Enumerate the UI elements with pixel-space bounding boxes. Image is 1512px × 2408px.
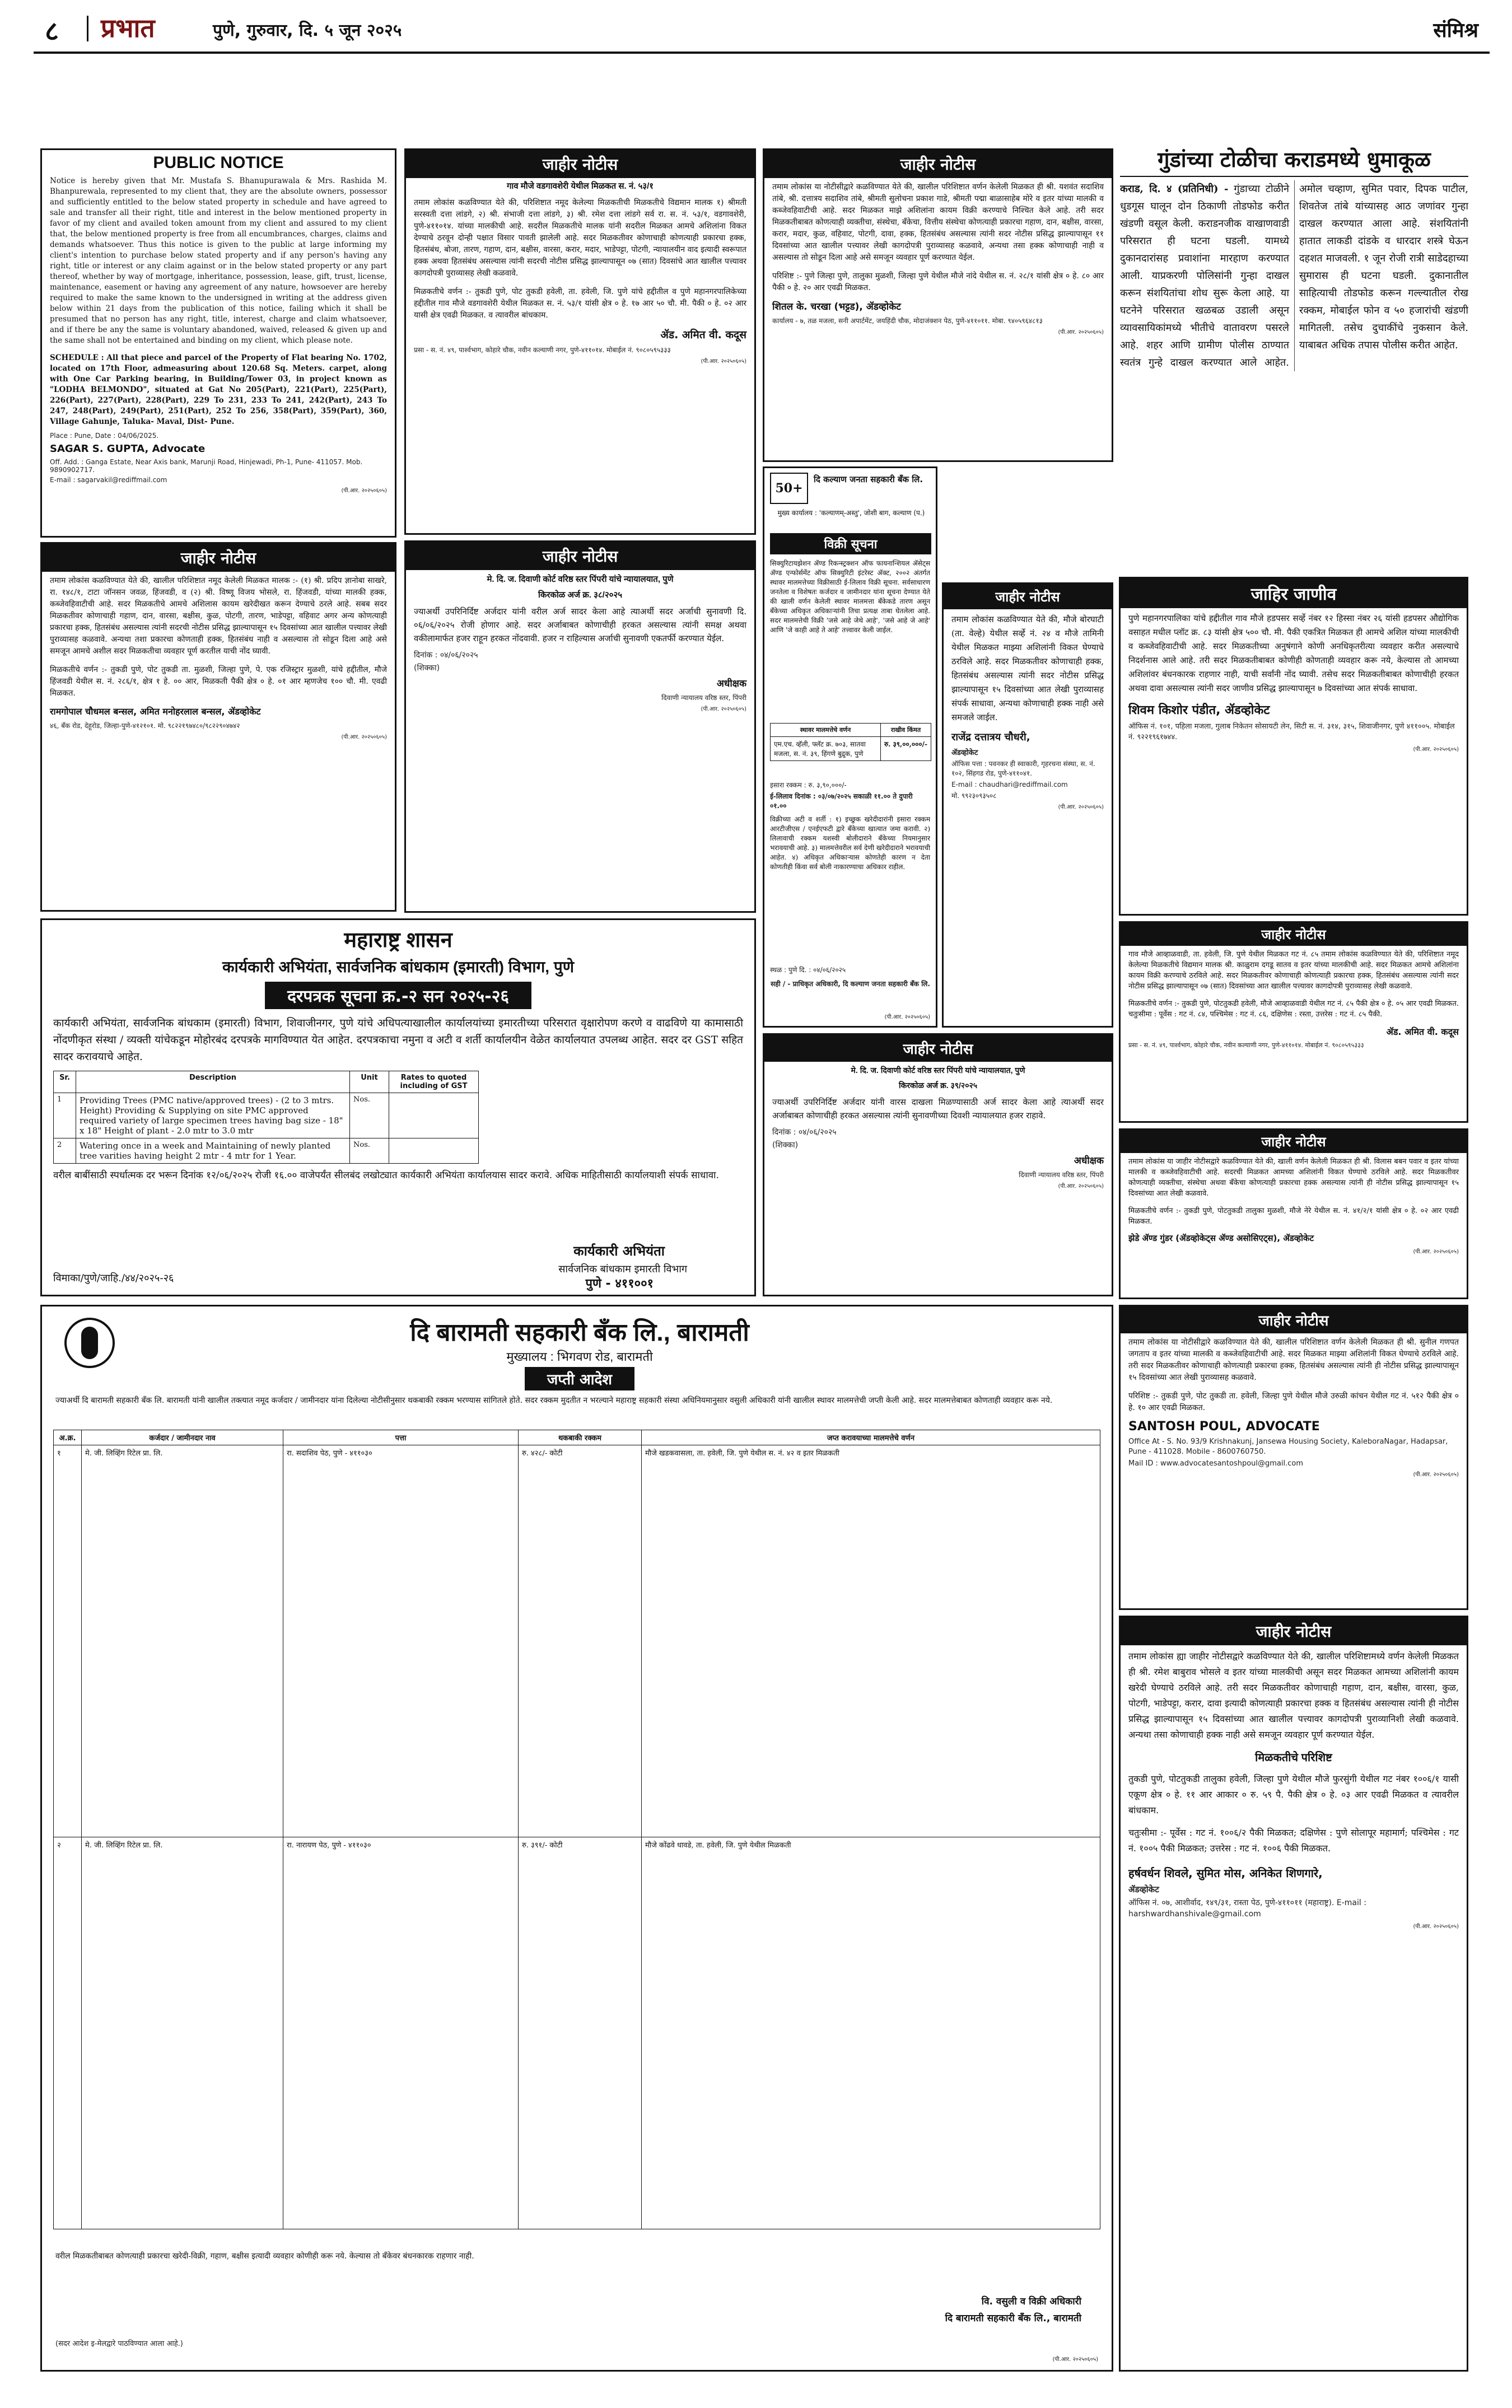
notice-body: तमाम लोकांस या नोटीसीद्वारे कळविण्यात येते की, खालील परिशिष्टात वर्णन केलेली मिळकत ही श्री. यशवंत सदाशिव तांबे, श्री. दत्तात्रय सदाशिव तांबे, श्रीमती सुलोचना प्रकाश गाडे, श्रीमती पद्मा बाळासाहेब मोरे व इतर यांच्या मालकी व कब्जेवहिवाटीची आहे. सदर मिळकत माझे अशिलांना कायम विक्री करण्याचे निश्चित केले आहे. तरी सदर मिळकतीबाबत कोणत्याही व्यक्तीचा, संस्थेचा, बँकेचा, वित्तीय संस्थेचा कोणत्याही प्रकारचा गहाण, दान, बक्षीस, वारसा, करार, मदार, कुळ, वहिवाट, पोटगी, दावा, हक्क, हितसंबंध असल्यास त्यांनी सदर नोटीस प्रसिद्ध झाल्यापासून ११ दिवसांच्या आत खालील पत्त्यावर लेखी कागदोपत्री पुराव्यासह कळवावे, अन्यथा तसा हक्क कोणाचाही नाही व असल्यास तो सोडून दिला आहे असे समजून व्यवहार पूर्ण करण्यात येईल. — [772, 183, 1104, 262]
notice-signatory: शितल के. चरखा (भट्टड), ॲडव्होकेट — [772, 301, 901, 312]
notice-address: Office At - S. No. 93/9 Krishnakunj, Jansewa Housing Society, KaleboraNagar, Hadapsar, Pune - 411028. Mobile - 8600760750. — [1128, 1438, 1448, 1456]
notice-title: जाहीर नोटीस — [42, 544, 395, 572]
notice-signatory: SANTOSH POUL, ADVOCATE — [1128, 1420, 1320, 1434]
notice-email: E-mail : chaudhari@rediffmail.com — [951, 781, 1068, 788]
court-name: मे. दि. ज. दिवाणी कोर्ट वरिष्ठ स्तर पिंपरी यांचे न्यायालयात, पुणे — [487, 575, 674, 584]
sale-code: (पी.आर. २०२५०६०५) — [884, 1014, 930, 1020]
notice-signatory: राजेंद्र दत्तात्रय चौधरी, — [951, 731, 1030, 743]
notice-title: जाहीर नोटीस — [764, 150, 1112, 178]
notice-code: (पी.आर. २०२५०६०५) — [1413, 1472, 1459, 1478]
attachment-table-wrap — [53, 1430, 1100, 2229]
tender-signatory: कार्यकारी अभियंता — [573, 1243, 665, 1259]
att-th-address: पत्ता — [283, 1430, 519, 1445]
notice-code: (पी.आर. २०२५०६०५) — [1413, 1924, 1459, 1930]
notice-code: (पी.आर. २०२५०६०५) — [701, 706, 746, 712]
notice-signatory: ॲड. अमित वी. कदूस — [1386, 1026, 1459, 1037]
janiv-code: (पी.आर. २०२५०६०५) — [1413, 746, 1459, 753]
notice-col2-mid — [404, 540, 756, 913]
bank-hq: मुख्यालय : भिगवण रोड, बारामती — [506, 1350, 653, 1364]
public-notice-email: E-mail : sagarvakil@rediffmail.com — [50, 476, 167, 484]
notice-address: ऑफिस नं. ०७, आशीर्वाद, १४९/३१, रास्ता पेठ, पुणे-४११०११ (महाराष्ट्र). E-mail : harshwardhanshivale@gmail.com — [1128, 1898, 1366, 1919]
sale-auction-date: ई-लिलाव दिनांक : ०३/०७/२०२५ सकाळी ११.०० ते दुपारी ०१.०० — [770, 792, 913, 810]
tender-desc: Providing Trees (PMC native/approved trees) - (2 to 3 mtrs. Height) Providing & Supplying on site PMC approved required variety of large specimen trees having bag size - 18" x 18" Height of plant - 2.0 mtr to 3.0 mtr — [76, 1093, 350, 1138]
tender-footer: वरील बाबींसाठी स्पर्धात्मक दर भरून दिनांक १२/०६/२०२५ रोजी १६.०० वाजेपर्यंत सीलबंद लखोट्यात कार्यकारी अभियंता कार्यालयास सादर करावे. अधिक माहितीसाठी कार्यालयाशी संपर्क साधावा. — [53, 1170, 719, 1181]
janiv-signatory: शिवम किशोर पंडीत, ॲडव्होकेट — [1128, 703, 1270, 717]
notice-schedule: मिळकतीचे वर्णन :- तुकडी पुणे, पोट तुकडी हवेली, ता. हवेली, जि. पुणे यांचे हद्दीतील व पुणे महानगरपालिकेच्या हद्दीतील गाव मौजे वडगावशेरी येथील मिळकत स. नं. ५३/१ यांसी क्षेत्र ० हे. १७ आर ५० चौ. मी. पैकी ० हे. ०२ आर यासी क्षेत्र एवढी मिळकत. व त्यावरील बांधकाम. — [414, 287, 746, 320]
notice-title: जाहीर नोटीस — [406, 542, 754, 570]
notice-col4-mid — [1119, 1305, 1468, 1610]
att-th-property: जप्त करावयाच्या मालमत्तेचे वर्णन — [642, 1430, 1100, 1445]
maharashtra-tender — [40, 918, 756, 1296]
sale-table-header-price: राखीव किंमत — [881, 724, 931, 737]
attachment-title-wrap — [126, 1367, 1033, 1390]
sale-property: एम.एच. व्हॅली, फ्लॅट क्र. ७०३, सातवा मजला, स. नं. ३९, हिंगणे बुद्रुक, पुणे — [771, 737, 881, 761]
public-notice-schedule: SCHEDULE : All that piece and parcel of the Property of Flat bearing No. 1702, located on 17th Floor, admeasuring about 120.68 Sq. Meters. carpet, along with One Car Parking bearing, in Building/Tower 03, in project known as "LODHA BELMONDO", situated at Gat No 205(Part), 221(Part), 225(Part), 226(Part), 227(Part), 228(Part), 229 To 231, 233 To 241, 242(Part), 243 To 247, 248(Part), 249(Part), 251(Part), 252 To 256, 358(Part), 359(Part), 360, Village Gahunje, Taluka- Maval, Dist- Pune. — [50, 353, 387, 426]
notice-role: ॲडव्होकेट — [1128, 1884, 1159, 1894]
notice-signatory: अधीक्षक — [716, 678, 746, 689]
notice-schedule: तुकडी पुणे, पोटतुकडी तालुका हवेली, जिल्हा पुणे येथील मौजे फुरसुंगी येथील गट नंबर १००६/१ यासी एकूण क्षेत्र ० हे. ११ आर आकार ० रु. ५९ पै. पैकी क्षेत्र ० हे. ०३ आर एवढी मिळकत व त्यावरील बांधकाम. — [1128, 1774, 1459, 1816]
notice-subtitle: गाव मौजे वडगावशेरी येथील मिळकत स. नं. ५३/१ — [506, 181, 654, 191]
att-no: २ — [54, 1837, 82, 2229]
notice-title: जाहीर नोटीस — [764, 1035, 1112, 1062]
attachment-intro: ज्याअर्थी दि बारामती सहकारी बँक लि. बारामती यांनी खालील तक्त्यात नमूद कर्जदार / जामीनदार यांना दिलेल्या नोटीसीनुसार थकबाकी रक्कम भरण्यास सांगितले होते. सदर रक्कम मुदतीत न भरल्याने महाराष्ट्र सहकारी संस्था अधिनियमानुसार वसुली अधिकारी यांनी खालील स्थावर मालमत्तेची जप्ती केली आहे. सदर मालमत्तेबाबत कोणताही व्यवहार करू नये. — [55, 1396, 1053, 1405]
sale-signatory: सही / - प्राधिकृत अधिकारी, दि कल्याण जनता सहकारी बँक लि. — [771, 980, 930, 988]
masthead — [34, 10, 1490, 49]
sale-terms: विक्रीच्या अटी व शर्ती : १) इच्छुक खरेदीदारांनी इसारा रक्कम आरटीजीएस / एनईएफटी द्वारे बँकेच्या खात्यात जमा करावी. २) लिलावाची रक्कम यशस्वी बोलीदाराने बँकेच्या नियमानुसार भरावयाची आहे. ३) मालमत्तेवरील सर्व देणी खरेदीदाराने भरावयाची आहेत. ४) अधिकृत अधिकाऱ्यास कोणतेही कारण न देता कोणतीही किंवा सर्व बोली नाकारण्याचा अधिकार राहील. — [770, 815, 930, 871]
notice-body: तमाम लोकांस कळविण्यात येते की, मौजे बोरघाटी (ता. वेल्हे) येथील सर्व्हे नं. २४ व मौजे तामिनी येथील मिळकत माझ्या अशिलांनी विकत घेण्याचे ठरविले आहे. सदर मिळकतीवर कोणाचाही हक्क, हितसंबंध असल्यास त्यांनी सदर नोटीस प्रसिद्ध झाल्यापासून १५ दिवसांच्या आत लेखी पुराव्यासह संपर्क साधावा, अन्यथा कोणाचाही हक्क नाही असे समजले जाईल. — [951, 614, 1104, 722]
public-notice-title: PUBLIC NOTICE — [153, 153, 284, 172]
bank-sale-notice — [763, 466, 937, 1028]
notice-col3-top — [763, 148, 1113, 462]
notice-col4-lower — [1119, 1616, 1468, 2372]
notice-code: (पी.आर. २०२५०६०५) — [701, 358, 746, 365]
att-amount: रु. ३९१/- कोटी — [519, 1837, 642, 2229]
notice-address: प्रसा - स. नं. ४९, पार्श्वभाग, कोहारे चौक, नवीन कल्याणी नगर, पुणे-४११०१४. मोबाईल नं. ९०८०५९५३३३ — [1128, 1042, 1364, 1049]
notice-signatory: अधीक्षक — [1074, 1155, 1104, 1166]
sale-table — [770, 723, 931, 761]
notice-schedule: मिळकतीचे वर्णन :- तुकडी पुणे, पोटतुकडी तालुका मुळशी, मौजे नेरे येथील स. नं. ४१/२/१ यांसी क्षेत्र ० हे. ०२ आर एवढी मिळकत. — [1128, 1207, 1459, 1226]
att-amount: रु. ४२८/- कोटी — [519, 1445, 642, 1837]
notice-title: जाहीर नोटीस — [1121, 923, 1467, 946]
section-name: संमिश्र — [1433, 19, 1478, 42]
att-th-amount: थकबाकी रक्कम — [519, 1430, 642, 1445]
notice-col4-r2 — [1119, 921, 1468, 1123]
att-name: मे. जी. लिव्हिंग रिटेल प्रा. लि. — [82, 1445, 283, 1837]
notice-signatory: ॲड. अमित वी. कदूस — [660, 329, 746, 341]
sale-emd: इसारा रक्कम : रु. ३,९०,०००/- — [770, 781, 847, 789]
notice-body: तमाम लोकांस या नोटीसीद्वारे कळविण्यात येते की, खालील परिशिष्टात वर्णन केलेली मिळकत ही श्री. सुनील गणपत जगताप व इतर यांच्या मालकी व कब्जेवहिवाटीची आहे. सदर मिळकत माझ्या अशिलांनी विकत घेण्याचे ठरविले आहे. तरी सदर मिळकतीवर कोणाचाही कोणत्याही प्रकारचा हक्क, हितसंबंध असल्यास त्यांनी ही नोटीस प्रसिद्ध झाल्यापासून १५ दिवसांच्या आत लेखी पुराव्यासह कळवावे. — [1128, 1338, 1459, 1382]
notice-schedule: मिळकतीचे वर्णन :- तुकडी पुणे, पोटतुकडी हवेली, मौजे आव्हाळवाडी येथील गट नं. ८५ पैकी क्षेत्र ० हे. ०५ आर एवढी मिळकत. चतुःसीमा : पूर्वेस : गट नं. ८४, पश्चिमेस : गट नं. ८६, दक्षिणेस : रस्ता, उत्तरेस : गट नं. ८५ पैकी. — [1128, 1000, 1459, 1019]
att-property: मौजे खडकवासला, ता. हवेली, जि. पुणे येथील स. नं. ४२ व इतर मिळकती — [642, 1445, 1100, 1837]
masthead-divider — [87, 16, 88, 41]
tender-th-rate: Rates to quoted including of GST — [389, 1071, 479, 1093]
janiv-notice — [1119, 577, 1468, 916]
news-dateline: कराड, दि. ४ (प्रतिनिधी) - — [1120, 183, 1229, 195]
bank-name: दि बारामती सहकारी बँक लि., बारामती — [410, 1319, 749, 1346]
masthead-rule — [34, 52, 1490, 54]
notice-seal: (शिक्का) — [414, 664, 440, 673]
notice-date: दिनांक : ०४/०६/२०२५ — [772, 1128, 837, 1137]
sale-reserve-price: रु. ३९,००,०००/- — [881, 737, 931, 761]
govt-title: महाराष्ट्र शासन — [344, 928, 452, 952]
notice-mobile: मो. ९९२३०९३५०८ — [951, 792, 997, 800]
notice-code: (पी.आर. २०२५०६०५) — [341, 734, 387, 740]
notice-schedule: मिळकतीचे वर्णन :- तुकडी पुणे, पोट तुकडी ता. मुळशी, जिल्हा पुणे, पे. एक रजिस्ट्रार मुळशी, यांचे हद्दीतील, मौजे हिंजवडी येथील स. नं. २८६/१, क्षेत्र १ हे. ०० आर, मिळकती पैकी क्षेत्र ० हे. ०१ आर म्हणजेच १०० चौ. मी. एवढी मिळकत. — [50, 665, 387, 698]
baramati-attachment — [40, 1305, 1113, 2372]
tender-row — [54, 1138, 479, 1164]
notice-body: तमाम लोकांस ह्या जाहीर नोटीसद्वारे कळविण्यात येते की, खालील परिशिष्टामध्ये वर्णन केलेली मिळकत ही श्री. रमेश बाबुराव भोसले व इतर यांच्या मालकीची असून सदर मिळकत आमच्या अशिलांनी कायम खरेदी घेण्याचे ठरविले आहे. तरी सदर मिळकतीवर कोणाचाही गहाण, दान, बक्षीस, वारसा, कुळ, पोटगी, भाडेपट्टा, करार, दावा इत्यादी कोणत्याही प्रकारचा हक्क व हितसंबंध असल्यास त्यांनी ही नोटीस प्रसिद्ध झाल्यापासून १५ दिवसांच्या आत खालील पत्त्यावर कागदोपत्री पुराव्यानिशी लेखी कळवावे. अन्यथा तसा कोणाचाही हक्क नाही असे समजून व्यवहार पूर्ण करण्यात येईल. — [1128, 1651, 1459, 1740]
notice-col4-r3 — [1119, 1128, 1468, 1299]
tender-th-desc: Description — [76, 1071, 350, 1093]
notice-code: (पी.आर. २०२५०६०५) — [1058, 1183, 1104, 1189]
notice-left-2 — [40, 542, 396, 912]
notice-address: प्रसा - स. नं. ४९, पार्श्वभाग, कोहारे चौक, नवीन कल्याणी नगर, पुणे-४११०१४. मोबाईल नं. ९०८०५९५३३३ — [414, 346, 671, 354]
public-notice-place-date: Place : Pune, Date : 04/06/2025. — [50, 432, 159, 440]
tender-th-sr: Sr. — [54, 1071, 76, 1093]
notice-col2-top — [404, 148, 756, 535]
tender-desc: Watering once in a week and Maintaining of newly planted tree varities having height 2 mtr - 4 mtr for 1 Year. — [76, 1138, 350, 1164]
dateline: पुणे, गुरुवार, दि. ५ जून २०२५ — [213, 21, 402, 40]
attachment-signatory-2: दि बारामती सहकारी बँक लि., बारामती — [945, 2313, 1081, 2324]
notice-seal: (शिक्का) — [772, 1141, 799, 1150]
notice-schedule: परिशिष्ट :- पुणे जिल्हा पुणे, तालुका मुळशी, जिल्हा पुणे येथील मौजे नांदे येथील स. नं. २८/१ यांसी क्षेत्र ० हे. ८० आर पैकी ० हे. २० आर एवढी मिळकत. — [772, 272, 1104, 292]
notice-body: तमाम लोकांस कळविण्यात येते की, परिशिष्टात नमूद केलेल्या मिळकतीची मिळकतीचे विद्यमान मालक १) श्रीमती सरस्वती दत्ता लांडगे, २) श्री. संभाजी दत्ता लांडगे, ३) श्री. रमेश दत्ता लांडगे सर्व रा. स. नं. ५३/१, वडगावशेरी, पुणे-४११०१४. यांच्या मालकीची आहे. सदरील मिळकतीचे मालक यांनी सदरील मिळकत आमचे अशिलांना विकत देण्याचे ठरवून दोन्ही पक्षात विसार पावती झालेली आहे. सदर मिळकतीवर कोणाचाही कोणत्याही प्रकारचा हक्क, हितसंबंध, बोजा, तारण, गहाण, दान, बक्षीस, वारसा, करार, मदार, भाडेपट्टा, पोटगी, न्यायालयीन वाद इत्यादी स्वरूपात हक्क अथवा हितसंबंध असल्यास त्यांनी सदरची नोटीस प्रसिद्ध झाल्यापासून ०७ (सात) दिवसांचे आत खालील पत्त्यावर कागदोपत्री पुराव्यासह लेखी कळवावे. — [414, 198, 746, 278]
notice-signatory: रामगोपाल चौधमल बन्सल, अमित मनोहरलाल बन्सल, ॲडव्होकेट — [50, 706, 261, 717]
bank-logo-badge: 50+ — [770, 473, 808, 504]
tender-signatory-office: सार्वजनिक बांधकाम इमारती विभाग — [558, 1263, 687, 1275]
attachment-signatory: वि. वसुली व विक्री अधिकारी — [981, 2296, 1081, 2307]
court-name: मे. दि. ज. दिवाणी कोर्ट वरिष्ठ स्तर पिंपरी यांचे न्यायालयात, पुणे — [851, 1066, 1025, 1075]
case-number: किरकोळ अर्ज क्र. ३८/२०२५ — [538, 590, 623, 600]
notice-title: जाहीर नोटीस — [1121, 1306, 1467, 1333]
notice-code: (पी.आर. २०२५०६०५) — [1058, 329, 1104, 335]
notice-title: जाहीर नोटीस — [406, 150, 754, 178]
news-article — [1120, 147, 1468, 572]
tender-rate — [389, 1138, 479, 1164]
notice-col3-mid — [942, 582, 1113, 1028]
bank-hq: मुख्य कार्यालय : 'कल्याणम्-अस्तु', जोशी बाग, कल्याण (प.) — [777, 509, 925, 517]
tender-ref: विमाका/पुणे/जाहि./४४/२०२५-२६ — [53, 1272, 174, 1284]
notice-address: ऑफिस पत्ता : पवनकर ही स्वाकारी, गृहरचना संस्था, स. नं. १०२, सिंहगड रोड, पुणे-४११०४१. — [951, 760, 1095, 777]
tender-unit: Nos. — [350, 1093, 389, 1138]
attachment-title: जप्ती आदेश — [525, 1367, 634, 1390]
notice-col3-lower — [763, 1033, 1113, 1296]
notice-body: तमाम लोकांस या जाहीर नोटीसद्वारे कळविण्यात येते की, खाली वर्णन केलेली मिळकत ही श्री. विलास बबन पवार व इतर यांच्या मालकी व कब्जेवहिवाटीची आहे. सदरची मिळकत आमच्या अशिलांनी विकत घेण्याचे ठरविले आहे. सदर मिळकतीवर कोणत्याही व्यक्तीचा, संस्थेचा अथवा बँकेचा कोणत्याही प्रकारचा हक्क असल्यास त्यांनी ही नोटीस प्रसिद्ध झाल्यापासून १५ दिवसांच्या आत लेखी कळवावे. — [1128, 1158, 1459, 1198]
sale-place-date: स्थळ : पुणे दि. : ०४/०६/२०२५ — [770, 966, 846, 974]
bank-logo-mark — [81, 1327, 98, 1359]
att-name: मे. जी. लिव्हिंग रिटेल प्रा. लि. — [82, 1837, 283, 2229]
att-address: रा. नारायण पेठ, पुणे - ४११०३० — [283, 1837, 519, 2229]
notice-title: जाहीर नोटीस — [944, 584, 1112, 609]
notice-signatory: हर्षवर्धन शिवले, सुमित मोस, अनिकेत शिणगारे, — [1128, 1866, 1323, 1880]
tender-body: कार्यकारी अभियंता, सार्वजनिक बांधकाम (इमारती) विभाग, शिवाजीनगर, पुणे यांचे अधिपत्याखालील कार्यालयांच्या इमारतीच्या परिसरात वृक्षारोपण करणे व वाढविणे या कामासाठी नोंदणीकृत संस्था / व्यक्ती यांचेकडून मोहोरबंद दरपत्रके मागविण्यात येत आहेत. दरपत्रकाचा नमुना व अटी व शर्ती कार्यालयीन वेळेत कार्यालयात उपलब्ध आहेत. सदर दर GST सहित सादर करावयाचे आहेत. — [53, 1017, 743, 1063]
tender-title-wrap — [42, 979, 754, 1011]
notice-code: (पी.आर. २०२५०६०५) — [1413, 1249, 1459, 1255]
table-row — [54, 1445, 1100, 1837]
office-title: कार्यकारी अभियंता, सार्वजनिक बांधकाम (इमारती) विभाग, पुणे — [222, 958, 574, 976]
public-notice-advocate: SAGAR S. GUPTA, Advocate — [50, 443, 206, 455]
janiv-body: पुणे महानगरपालिका यांचे हद्दीतील गाव मौजे हडपसर सर्व्हे नंबर १२ हिस्सा नंबर २६ यांसी हडपसर औद्योगिक वसाहत मधील प्लॉट क्र. ८३ यांसी क्षेत्र ५०० चौ. मी. पैकी एकत्रित मिळकत ही आमचे अशिल यांच्या मालकीची व कब्जेवहिवाटीची आहे. सदर मिळकतीच्या अनुषंगाने कोणी अनधिकृतरीत्या व्यवहार करीत असल्याचे निदर्शनास आले आहे. तरी सदर मिळकतीबाबत कोणीही कोणताही व्यवहार करू नये, केल्यास तो आमच्या अशिलांवर बंधनकारक राहणार नाही, याची सर्वांनी नोंद घ्यावी. तसेच सदर मिळकतीबाबत कोणाचीही हरकत अथवा दावा असल्यास त्यांनी सदर जाणीव प्रसिद्ध झाल्यापासून ७ दिवसांच्या आत संपर्क साधावा. — [1128, 613, 1459, 693]
court-sign: दिवाणी न्यायालय वरिष्ठ स्तर, पिंपरी — [1019, 1171, 1104, 1179]
tender-unit: Nos. — [350, 1138, 389, 1164]
sale-title: विक्री सूचना — [770, 533, 931, 554]
newspaper-logo: प्रभात — [101, 13, 155, 43]
notice-signatory: झेडे ॲण्ड गुंडर (ॲडव्होकेट्स ॲण्ड असोसिएट्स), ॲडव्होकेट — [1128, 1233, 1314, 1243]
sale-intro: सिक्युरिटायझेशन ॲण्ड रिकन्स्ट्रक्शन ऑफ फायनान्शियल ॲसेट्स ॲण्ड एन्फोर्समेंट ऑफ सिक्युरिटी इंटरेस्ट ॲक्ट, २००२ अंतर्गत स्थावर मालमत्तेच्या विक्रीसाठी ई-लिलाव विक्री सूचना. सर्वसाधारण जनतेला व विशेषतः कर्जदार व जामीनदार यांना सूचना देण्यात येते की खाली वर्णन केलेली स्थावर मालमत्ता बँकेकडे तारण असून बँकेच्या अधिकृत अधिकाऱ्यांनी तिचा प्रत्यक्ष ताबा घेतलेला आहे. सदर मालमत्तेची विक्री 'जसे आहे जेथे आहे', 'जसे आहे जे आहे' आणि 'जे काही आहे ते आहे' तत्त्वावर केली जाईल. — [770, 559, 930, 634]
public-notice-address: Off. Add. : Ganga Estate, Near Axis bank, Marunji Road, Hinjewadi, Ph-1, Pune- 411057. Mob. 9890902717. — [50, 458, 363, 474]
public-notice-code: (पी.आर. २०२५०६०५) — [341, 488, 387, 494]
tender-title: दरपत्रक सूचना क्र.-२ सन २०२५-२६ — [265, 982, 531, 1009]
notice-address: ४६, बँक रोड, देहूरोड, जिल्हा-पुणे-४१२१०१. मो. ९८२२१९७४८०/९८२२९०४७४२ — [50, 722, 240, 730]
case-number: किरकोळ अर्ज क्र. ३९/२०२५ — [898, 1081, 978, 1090]
att-address: रा. सदाशिव पेठ, पुणे - ४११०३० — [283, 1445, 519, 1837]
notice-email: Mail ID : www.advocatesantoshpoul@gmail.com — [1128, 1459, 1304, 1468]
janiv-address: ऑफिस नं. १०१, पहिला मजला, गुलाब निकेतन सोसायटी लेन, सिटी स. नं. ३१४, ३१५, शिवाजीनगर, पुणे ४११००५. मोबाईल नं. ९२२१९६१७४४. — [1128, 722, 1455, 741]
bank-name: दि कल्याण जनता सहकारी बँक लि. — [814, 474, 923, 484]
tender-rate — [389, 1093, 479, 1138]
court-sign: दिवाणी न्यायालय वरिष्ठ स्तर, पिंपरी — [661, 694, 746, 702]
notice-title: जाहीर नोटीस — [1121, 1130, 1467, 1153]
news-headline-rule — [1120, 176, 1468, 177]
janiv-title: जाहिर जाणीव — [1121, 578, 1467, 608]
sale-table-header-property: स्थावर मालमत्तेचे वर्णन — [771, 724, 881, 737]
notice-role: ॲडव्होकेट — [951, 749, 978, 757]
notice-date: दिनांक : ०४/०६/२०२५ — [414, 651, 478, 660]
notice-address: कार्यालय - ७, तळ मजला, सनी अपार्टमेंट, जयहिंदी चौक, मोदाजंक्शन पेठ, पुणे-४११०११. मोबा. ९४०५९६४८१३ — [772, 317, 1043, 325]
tender-th-unit: Unit — [350, 1071, 389, 1093]
tender-sr: 2 — [54, 1138, 76, 1164]
tender-row — [54, 1093, 479, 1138]
notice-body: तमाम लोकांस कळविण्यात येते की, खालील परिशिष्टात नमूद केलेली मिळकत मालक :- (१) श्री. प्रदिप ज्ञानोबा साखरे, रा. १४८/१, टाटा जॉनसन जवळ, हिंजवडी, व (२) श्री. विष्णू विजय भोसले, रा. हिंजवडी, यांच्या मालकी हक्क, कब्जेवहिवाटीची आहे. सदर मिळकतीचे आमचे अशिलास कायम खरेदीखत करून देण्याचे ठरले आहे. सबब सदर मिळकतीवर कोणाचाही गहाण, दान, वारसा, बक्षीस, कुळ, पोटगी, तारण, भाडेपट्टा, वहिवाट अगर अन्य कोणत्याही प्रकारचा हक्क, हितसंबंध असल्यास त्यांनी सदरची नोटीस प्रसिद्ध झाल्यापासून १५ दिवसांच्या आत खालील पत्त्यावर लेखी पुराव्यासह कळवावे. अन्यथा तशा प्रकारचा कोणताही हक्क, हितसंबंध नाही व असल्यास तो सोडून दिला आहे असे समजून आमचे अशील सदर मिळकतीचा व्यवहार पूर्ण करतील याची नोंद घ्यावी. — [50, 576, 387, 656]
att-th-no: अ.क्र. — [54, 1430, 82, 1445]
att-property: मौजे कोंढवे धावडे, ता. हवेली, जि. पुणे येथील मिळकती — [642, 1837, 1100, 2229]
tender-city: पुणे - ४११००१ — [585, 1277, 654, 1291]
tender-table — [53, 1071, 479, 1164]
page-number: ८ — [45, 16, 59, 47]
notice-schedule: परिशिष्ट :- तुकडी पुणे, पोट तुकडी ता. हवेली, जिल्हा पुणे येथील मौजे उरुळी कांचन येथील गट नं. ५१२ पैकी क्षेत्र ० हे. १० आर एवढी मिळकत. — [1128, 1392, 1459, 1412]
notice-schedule-title: मिळकतीचे परिशिष्ट — [1255, 1752, 1332, 1764]
news-body: गुंडाच्या टोळीने धुडगूस घालून दोन ठिकाणी तोडफोड करीत खंडणी वसूल केली. कराडनजीक वाखाणवाडी परिसरात ही घटना घडली. यामध्ये दुकानदारांसह प्रवाशांना मारहाण करण्यात आली. याप्रकरणी पोलिसांनी गुन्हा दाखल करून संशयितांचा शोध सुरू केला आहे. या घटनेने परिसरात खळबळ उडाली असून व्यावसायिकांमध्ये भीतीचे वातावरण पसरले आहे. शहर आणि ग्रामीण पोलीस ठाण्यात स्वतंत्र गुन्हे दाखल करण्यात आले आहेत. अमोल चव्हाण, सुमित पवार, दिपक पाटील, शिवतेज तांबे यांच्यासह आठ जणांवर गुन्हा दाखल करण्यात आला आहे. संशयितांनी हातात लाकडी दांडके व धारदार शस्त्रे घेऊन दहशत माजवली. १ जून रोजी रात्री साडेदहाच्या सुमारास ही घटना घडली. दुकानातील साहित्याची तोडफोड करून गल्ल्यातील रोख रक्कम, मोबाईल फोन व ५० हजारांची खंडणी मागितली. तसेच दुचाकींचे नुकसान केले. याबाबत अधिक तपास पोलीस करीत आहेत. — [1120, 183, 1468, 368]
news-headline: गुंडांच्या टोळीचा कराडमध्ये धुमाकूळ — [1158, 147, 1431, 172]
public-notice — [40, 148, 396, 538]
public-notice-body: Notice is hereby given that Mr. Mustafa S. Bhanupurawala & Mrs. Rashida M. Bhanpurewala, represented to my client that, they are the absolute owners, possessor and sufficiently entitled to the below stated property in schedule and have agreed to sale and transfer all their right, title and interest in the below mentioned property in favor of my client and availed token amount from my client and assured to my client that, the below mentioned property is free from all encumbrances, charges, claims and demands whatsoever. Thus this notice is given to the public at large informing my client's intention to purchase below stated property and if any person's having any right, title or interest or any claim against or in the below stated property or any part thereof, whether by way of mortgage, inheritance, possession, lease, gift, trust, license, maintenance, easement or having any agreement of any nature, howsoever are hereby required to make the same known to the undersigned in writing at the address given below within 21 days from the publication of this notice, failing which it shall be presumed that no person has any right, title, interest, charge and claim whatsoever, and if there be any the same is voluntary abandoned, waived, released & given up and the same shall not be entertained and binding on my client, which please note. — [50, 176, 387, 345]
attachment-note: (सदर आदेश इ-मेलद्वारे पाठविण्यात आला आहे.) — [55, 2340, 183, 2348]
table-row — [54, 1837, 1100, 2229]
att-th-name: कर्जदार / जामीनदार नाव — [82, 1430, 283, 1445]
att-no: १ — [54, 1445, 82, 1837]
notice-body: ज्याअर्थी उपरिनिर्दिष्ट अर्जदार यांनी वरील अर्ज सादर केला आहे त्याअर्थी सदर अर्जाची सुनावणी दि. ०६/०६/२०२५ रोजी होणार आहे. सदर अर्जाबाबत कोणाचीही हरकत असल्यास त्यांनी समक्ष अथवा वकीलामार्फत हजर राहून हरकत नोंदवावी. हजर न राहिल्यास अर्जाची सुनावणी एकतर्फी करण्यात येईल. — [414, 606, 746, 643]
notice-boundaries: चतुःसीमा :- पूर्वेस : गट नं. १००६/२ पैकी मिळकत; दक्षिणेस : पुणे सोलापूर महामार्ग; पश्चिमेस : गट नं. १००५ पैकी मिळकत; उत्तरेस : गट नं. १००६ पैकी मिळकत. — [1128, 1827, 1459, 1854]
tender-table-wrap — [42, 1068, 754, 1166]
notice-code: (पी.आर. २०२५०६०५) — [1058, 804, 1104, 810]
news-text — [1120, 180, 1468, 371]
notice-body: गाव मौजे आव्हाळवाडी, ता. हवेली, जि. पुणे येथील मिळकत गट नं. ८५ तमाम लोकांस कळविण्यात येते की, परिशिष्टात नमूद केलेल्या मिळकतीचे विद्यमान मालक श्री. काळुराम दगडू सातव व इतर यांच्या मालकीची आहे. सदर मिळकत आमचे अशिलांना कायम विक्री करण्याचे ठरविले आहे. सदर मिळकतीवर कोणाचाही कोणत्याही प्रकारचा हक्क, हितसंबंध असल्यास त्यांनी सदर नोटीस प्रसिद्ध झाल्यापासून ०७ (सात) दिवसांच्या आत खालील पत्त्यावर कागदोपत्री पुराव्यासह लेखी कळवावे. — [1128, 950, 1459, 991]
attachment-code: (पी.आर. २०२५०६०५) — [1052, 2356, 1098, 2363]
notice-body: ज्याअर्थी उपरिनिर्दिष्ट अर्जदार यांनी वारस दाखला मिळण्यासाठी अर्ज सादर केला आहे त्याअर्थी सदर अर्जाबाबत कोणाचीही हरकत असल्यास त्यांनी सुनावणीच्या दिवशी न्यायालयात हजर राहावे. — [772, 1097, 1104, 1121]
attachment-table — [53, 1430, 1100, 2229]
notice-title: जाहीर नोटीस — [1121, 1617, 1467, 1645]
tender-sr: 1 — [54, 1093, 76, 1138]
attachment-footer: वरील मिळकतीबाबत कोणत्याही प्रकारचा खरेदी-विक्री, गहाण, बक्षीस इत्यादी व्यवहार कोणीही करू नये. केल्यास तो बँकेवर बंधनकारक राहणार नाही. — [55, 2252, 474, 2261]
